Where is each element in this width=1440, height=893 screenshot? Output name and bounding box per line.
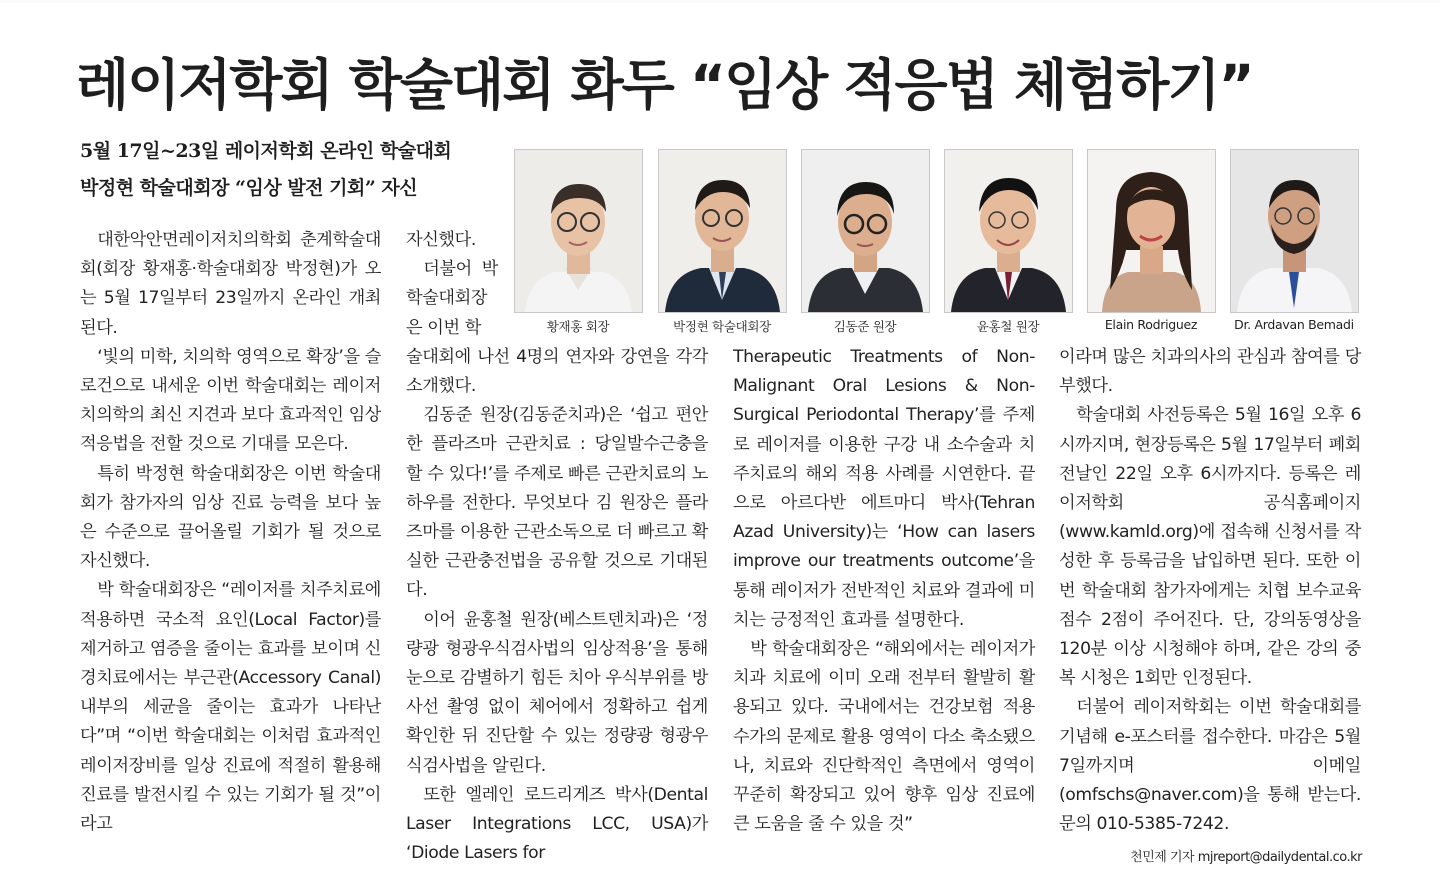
paragraph: 자신했다. — [406, 230, 476, 250]
paragraph: 이라며 많은 치과의사의 관심과 참여를 당부했다. — [1059, 347, 1361, 397]
subhead-line-1: 5월 17일~23일 레이저학회 온라인 학술대회 — [80, 140, 452, 162]
paragraph: 박 학술대회장은 “레이저를 치주치료에 적용하면 국소적 요인(Local Factor)를 제거하고 염증을 줄이는 효과를 보이며 신경치료에서는 부근관(Accessory Canal) 내부의 세균을 줄이는 효과가 나타난다”며 “이번 학술대회는 이처럼 효과적인 레이저장비를 일상 진료에 적절히 활용해 진료를 발전시킬 수 있는 기회가 될 것”이라고 — [80, 580, 381, 835]
paragraph: 이어 윤홍철 원장(베스트덴치과)은 ‘정량광 형광우식검사법의 임상적용’을 통해 눈으로 감별하기 힘든 치아 우식부위를 방사선 촬영 없이 체어에서 정확하고 쉽게 확인한 뒤 진단할 수 있는 정량광 형광우식검사법을 알린다. — [406, 609, 708, 776]
paragraph: 학술대회 사전등록은 5월 16일 오후 6시까지며, 현장등록은 5월 17일부터 폐회 전날인 22일 오후 6시까지다. 등록은 레이저학회 공식홈페이지(www.kamld.org)에 접속해 신청서를 작성한 후 등록금을 납입하면 된다. 또한 이번 학술대회 참가자에게는 치협 보수교육점수 2점이 주어진다. 단, 강의동영상을 120분 이상 시청해야 하며, 같은 강의 중복 시청은 1회만 인정된다. — [1059, 405, 1361, 689]
article-column-2 — [406, 226, 708, 868]
caption-hwang: 황재홍 회장 — [546, 319, 610, 334]
photo-kim — [801, 149, 930, 313]
caption-kim: 김동준 원장 — [833, 319, 897, 334]
paragraph: 김동준 원장(김동준치과)은 ‘쉽고 편안한 플라즈마 근관치료 : 당일발수근충을 할 수 있다!’를 주제로 빠른 근관치료의 노하우를 전한다. 무엇보다 김 원장은 플라즈마를 이용한 근관소독으로 더 빠르고 확실한 근관충전법을 공유할 것으로 기대된다. — [406, 405, 708, 601]
subhead-line-2: 박정현 학술대회장 “임상 발전 기회” 자신 — [80, 177, 418, 199]
caption-park: 박정현 학술대회장 — [673, 319, 771, 334]
article-column-3 — [733, 343, 1035, 839]
photo-yoon — [944, 149, 1073, 313]
photo-bemadi — [1230, 149, 1359, 313]
headline: 레이저학회 학술대회 화두 “임상 적응법 체험하기” — [76, 53, 1253, 117]
caption-rodriguez: Elain Rodriguez — [1104, 317, 1198, 332]
subheadline — [80, 133, 520, 207]
paragraph: 박 학술대회장은 “해외에서는 레이저가 치과 치료에 이미 오래 전부터 활발히 활용되고 있다. 국내에서는 건강보험 적용 수가의 문제로 활용 영역이 다소 축소됐으나, 치료와 진단학적인 측면에서 영역이 꾸준히 확장되고 있어 향후 임상 진료에 큰 도움을 줄 수 있을 것” — [733, 639, 1035, 835]
caption-bemadi: Dr. Ardavan Bemadi — [1234, 317, 1354, 332]
paragraph: 특히 박정현 학술대회장은 이번 학술대회가 참가자의 임상 진료 능력을 보다 높은 수준으로 끌어올릴 기회가 될 것으로 자신했다. — [80, 463, 381, 572]
article-column-4 — [1059, 343, 1361, 839]
photo-rodriguez — [1087, 149, 1216, 313]
paragraph: ‘빛의 미학, 치의학 영역으로 확장’을 슬로건으로 내세운 이번 학술대회는 레이저치의학의 최신 지견과 보다 효과적인 임상 적응법을 전할 것으로 기대를 모은다. — [80, 346, 381, 455]
caption-yoon: 윤홍철 원장 — [976, 319, 1040, 334]
byline: 천민제 기자 mjreport@dailydental.co.kr — [1130, 850, 1362, 865]
paragraph: 또한 엘레인 로드리게즈 박사(Dental Laser Integrations LCC, USA)가 ‘Diode Lasers for — [406, 784, 708, 864]
narrow-text-block — [406, 226, 498, 343]
top-edge — [0, 0, 1440, 3]
article-column-1 — [80, 226, 381, 839]
paragraph: 더불어 박 학술대회장은 이번 학 — [406, 259, 498, 338]
paragraph: Therapeutic Treatments of Non-Malignant Oral Lesions & Non-Surgical Periodontal Therapy’를 주제로 레이저를 이용한 구강 내 소수술과 치주치료의 해외 적용 사례를 시연한다. 끝으로 아르다반 에트마디 박사(Tehran Azad University)는 ‘How can lasers improve our treatments outcome’을 통해 레이저가 전반적인 치료와 결과에 미치는 긍정적인 효과를 설명한다. — [733, 347, 1035, 630]
paragraph: 더불어 레이저학회는 이번 학술대회를 기념해 e-포스터를 접수한다. 마감은 5월 7일까지며 이메일(omfschs@naver.com)을 통해 받는다. 문의 010-5385-7242. — [1059, 697, 1361, 835]
paragraph: 술대회에 나선 4명의 연자와 강연을 각각 소개했다. — [406, 346, 708, 397]
paragraph: 대한악안면레이저치의학회 춘계학술대회(회장 황재홍·학술대회장 박정현)가 오는 5월 17일부터 23일까지 온라인 개최된다. — [80, 230, 381, 338]
